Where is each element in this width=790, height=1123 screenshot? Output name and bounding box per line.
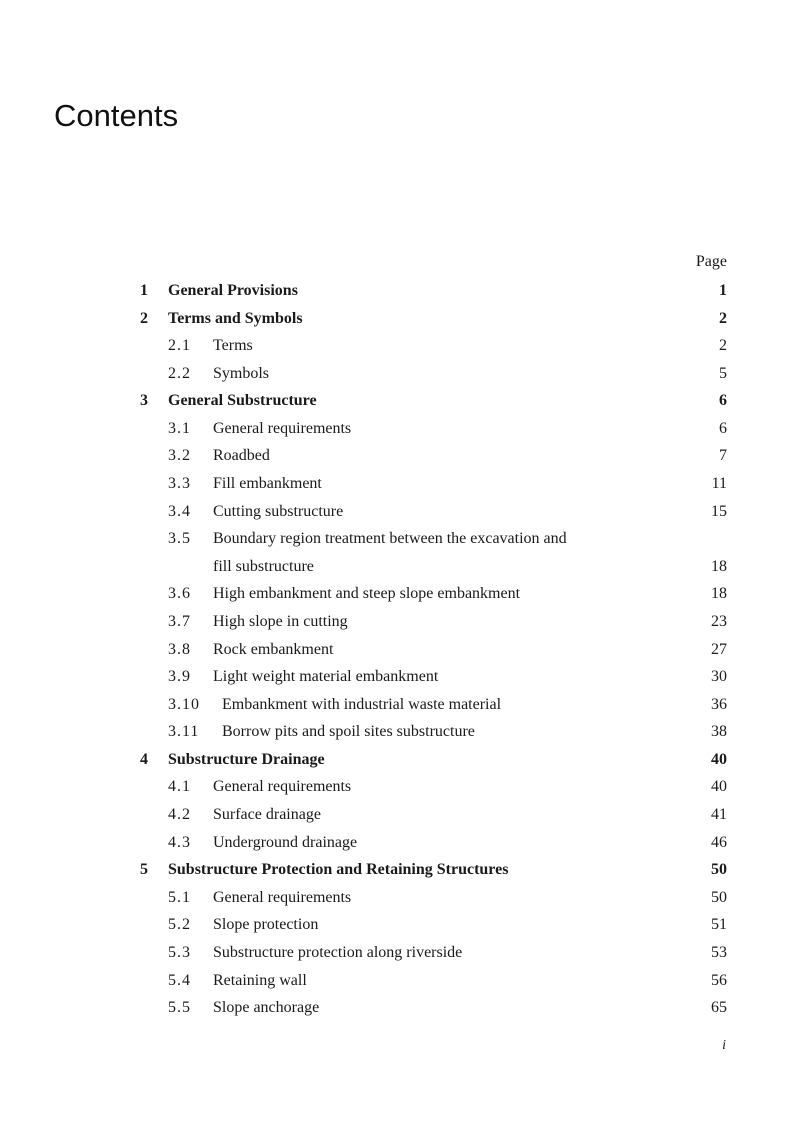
entry-title: General Provisions — [168, 282, 298, 299]
entry-page: 6 — [719, 392, 727, 410]
page-column-header: Page — [695, 253, 727, 270]
toc-section-entry[interactable] — [0, 583, 790, 605]
entry-title: General requirements — [213, 778, 352, 796]
entry-number: 5 — [140, 861, 148, 879]
entry-page: 2 — [719, 309, 727, 327]
entry-title: Terms and Symbols — [168, 309, 303, 327]
entry-title: Substructure Drainage — [168, 750, 325, 768]
entry-title: Cutting substructure — [213, 502, 344, 520]
toc-section-entry[interactable] — [0, 997, 790, 1019]
toc-section-entry[interactable] — [0, 666, 790, 688]
entry-title: Slope anchorage — [213, 999, 320, 1017]
entry-number: 1 — [140, 282, 148, 299]
entry-number: 3.5 — [168, 530, 191, 548]
entry-number: 2 — [140, 309, 148, 327]
entry-title: Symbols — [213, 364, 270, 382]
entry-page: 5 — [719, 364, 727, 382]
entry-title: Surface drainage — [213, 806, 321, 824]
toc-section-entry[interactable] — [0, 970, 790, 992]
entry-title: Slope protection — [213, 916, 319, 934]
toc-section-entry[interactable] — [0, 639, 790, 661]
toc-section-entry[interactable] — [0, 914, 790, 936]
toc-section-entry[interactable] — [0, 942, 790, 964]
entry-page: 6 — [719, 419, 727, 437]
toc-section-entry[interactable] — [0, 418, 790, 440]
toc-chapter-entry[interactable] — [0, 280, 790, 302]
entry-number: 5.1 — [168, 888, 191, 906]
entry-number: 4.2 — [168, 806, 191, 824]
entry-title: High slope in cutting — [213, 612, 348, 630]
entry-page: 65 — [711, 999, 727, 1017]
entry-page: 18 — [711, 557, 727, 575]
entry-page: 2 — [719, 337, 727, 355]
entry-page: 46 — [711, 833, 727, 851]
entry-title: Boundary region treatment between the excavation and — [213, 530, 567, 548]
toc-section-entry[interactable] — [0, 887, 790, 909]
toc-section-entry[interactable] — [0, 776, 790, 798]
entry-title: Embankment with industrial waste material — [222, 695, 502, 713]
entry-page: 7 — [719, 447, 727, 465]
entry-title: Substructure Protection and Retaining Structures — [168, 861, 509, 879]
entry-page: 40 — [711, 750, 727, 768]
entry-title: Borrow pits and spoil sites substructure — [222, 723, 475, 741]
entry-number: 3.10 — [168, 695, 200, 713]
toc-chapter-entry[interactable] — [0, 749, 790, 771]
toc-section-entry[interactable] — [0, 363, 790, 385]
entry-page: 41 — [711, 806, 727, 824]
entry-number: 3.9 — [168, 668, 191, 686]
entry-number: 4 — [140, 750, 148, 768]
toc-section-entry[interactable] — [0, 804, 790, 826]
entry-title: Substructure protection along riverside — [213, 943, 463, 961]
entry-number: 3.3 — [168, 475, 191, 493]
entry-page: 1 — [719, 282, 727, 299]
entry-number: 5.4 — [168, 971, 191, 989]
entry-title: General requirements — [213, 888, 352, 906]
toc-section-entry[interactable] — [0, 528, 790, 550]
entry-page: 36 — [711, 695, 727, 713]
entry-page: 11 — [711, 475, 727, 493]
entry-title: Terms — [213, 337, 253, 355]
entry-title: Retaining wall — [213, 971, 307, 989]
toc-section-entry[interactable] — [0, 721, 790, 743]
toc-section-entry[interactable] — [0, 832, 790, 854]
entry-page: 27 — [711, 640, 727, 658]
entry-page: 30 — [711, 668, 727, 686]
entry-title: High embankment and steep slope embankment — [213, 585, 521, 603]
entry-page: 53 — [711, 943, 727, 961]
entry-number: 3.8 — [168, 640, 191, 658]
entry-title: General Substructure — [168, 392, 317, 410]
entry-page: 15 — [711, 502, 727, 520]
entry-title: fill substructure — [213, 557, 314, 575]
entry-title: Underground drainage — [213, 833, 358, 851]
entry-page: 50 — [711, 861, 727, 879]
toc-section-entry[interactable] — [0, 473, 790, 495]
toc-chapter-entry[interactable] — [0, 390, 790, 412]
entry-number: 4.1 — [168, 778, 191, 796]
entry-page: 50 — [711, 888, 727, 906]
entry-number: 5.3 — [168, 943, 191, 961]
toc-section-entry[interactable] — [0, 694, 790, 716]
entry-title: General requirements — [213, 419, 352, 437]
entry-number: 4.3 — [168, 833, 191, 851]
entry-number: 2.2 — [168, 364, 191, 382]
toc-chapter-entry[interactable] — [0, 859, 790, 881]
entry-page: 51 — [711, 916, 727, 934]
entry-number: 5.5 — [168, 999, 191, 1017]
page-folio: i — [722, 1038, 726, 1053]
entry-number: 2.1 — [168, 337, 191, 355]
entry-number: 3.4 — [168, 502, 191, 520]
toc-section-entry[interactable] — [0, 611, 790, 633]
entry-page: 56 — [711, 971, 727, 989]
toc-section-entry[interactable] — [0, 556, 790, 578]
entry-number: 3 — [140, 392, 148, 410]
entry-number: 5.2 — [168, 916, 191, 934]
toc-section-entry[interactable] — [0, 445, 790, 467]
page-title: Contents — [54, 98, 179, 133]
entry-page: 40 — [711, 778, 727, 796]
entry-number: 3.1 — [168, 419, 191, 437]
entry-page: 18 — [711, 585, 727, 603]
toc-section-entry[interactable] — [0, 501, 790, 523]
entry-title: Light weight material embankment — [213, 668, 439, 686]
toc-section-entry[interactable] — [0, 335, 790, 357]
entry-page: 38 — [711, 723, 727, 741]
entry-number: 3.2 — [168, 447, 191, 465]
entry-page: 23 — [711, 612, 727, 630]
entry-number: 3.7 — [168, 612, 191, 630]
entry-number: 3.6 — [168, 585, 191, 603]
entry-title: Rock embankment — [213, 640, 334, 658]
entry-title: Roadbed — [213, 447, 270, 465]
entry-number: 3.11 — [168, 723, 200, 741]
entry-title: Fill embankment — [213, 475, 322, 493]
toc-chapter-entry[interactable] — [0, 308, 790, 330]
